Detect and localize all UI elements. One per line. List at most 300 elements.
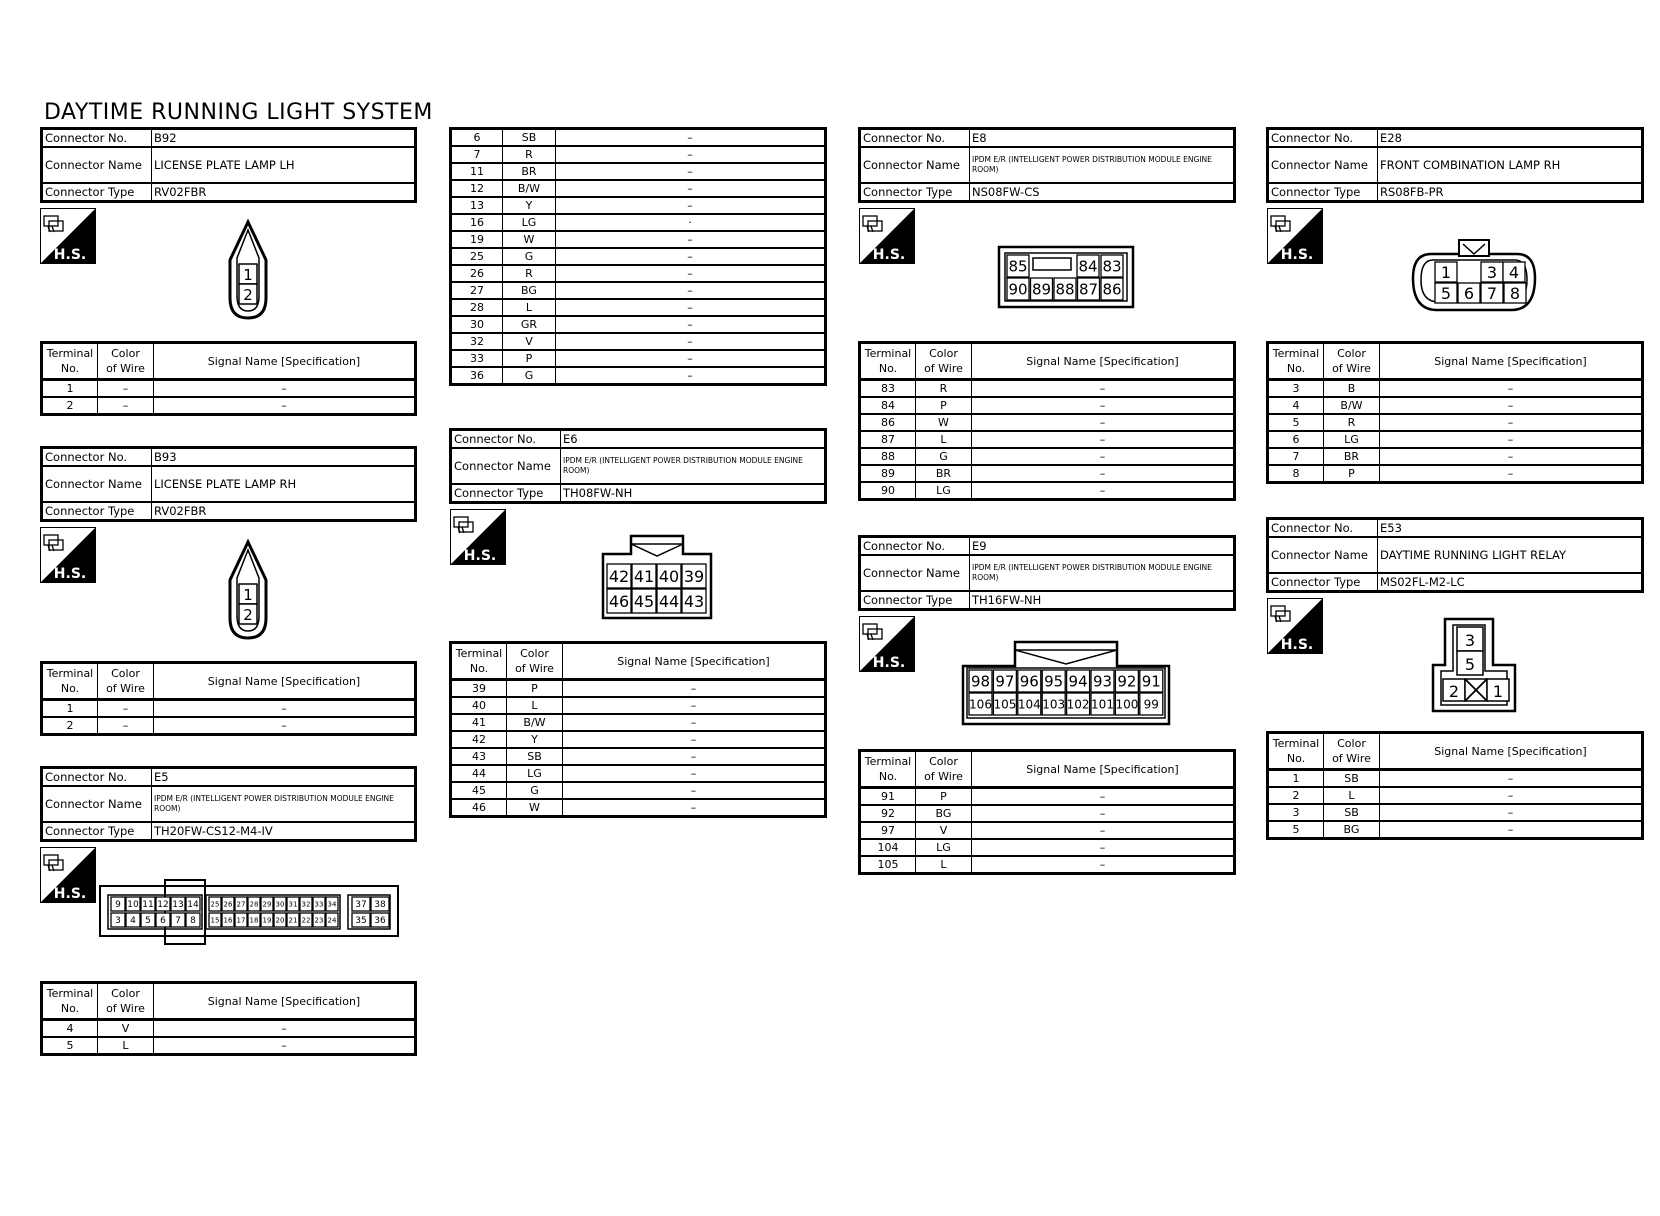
connector-no-label: Connector No. <box>860 129 970 148</box>
terminal-table-e53 <box>1266 731 1644 840</box>
terminal-row <box>451 316 826 333</box>
color-of-wire-header: Color of Wire <box>98 663 154 700</box>
terminal-pin: 84 <box>1078 257 1098 276</box>
terminal-row <box>1268 448 1643 465</box>
signal-name-cell: – <box>556 299 826 316</box>
signal-name-cell: – <box>972 856 1235 874</box>
wire-color-cell: G <box>916 448 972 465</box>
connector-type-label: Connector Type <box>1268 573 1378 592</box>
wire-color-cell: BR <box>916 465 972 482</box>
terminal-pin: 5 <box>1440 283 1452 303</box>
connector-name-label: Connector Name <box>42 786 152 822</box>
terminal-pin: 1 <box>243 586 253 604</box>
signal-name-cell: – <box>556 180 826 197</box>
terminal-pin: 6 <box>160 916 166 927</box>
terminal-pin: 1 <box>1492 682 1504 701</box>
connector-info-e9 <box>858 535 1236 611</box>
connector-name-value: DAYTIME RUNNING LIGHT RELAY <box>1378 537 1643 573</box>
wire-color-cell: – <box>98 717 154 735</box>
wire-color-cell: BG <box>916 805 972 822</box>
terminal-pin: 91 <box>1141 672 1161 691</box>
terminal-row <box>860 856 1235 874</box>
connector-info-e6 <box>449 428 827 504</box>
terminal-pin: 31 <box>288 900 298 909</box>
wire-color-cell: L <box>503 299 556 316</box>
color-of-wire-header: Color of Wire <box>98 983 154 1020</box>
terminal-row <box>1268 414 1643 431</box>
terminal-table-b93 <box>40 661 417 736</box>
terminal-row <box>1268 431 1643 448</box>
terminal-row <box>451 748 826 765</box>
terminal-no-cell: 2 <box>42 717 98 735</box>
hs-label: H.S. <box>1280 637 1314 653</box>
connector-no-value: E8 <box>970 129 1235 148</box>
signal-name-cell: – <box>563 680 826 698</box>
terminal-pin: 94 <box>1068 672 1088 691</box>
signal-name-header: Signal Name [Specification] <box>1380 733 1643 770</box>
terminal-no-cell: 86 <box>860 414 916 431</box>
terminal-no-header: Terminal No. <box>1268 733 1324 770</box>
terminal-row <box>860 465 1235 482</box>
connector-type-label: Connector Type <box>42 822 152 841</box>
terminal-row <box>451 248 826 265</box>
terminal-pin: 97 <box>995 672 1015 691</box>
terminal-table-e9 <box>858 749 1236 875</box>
terminal-pin: 36 <box>374 916 386 927</box>
terminal-table-b92 <box>40 341 417 416</box>
hs-label: H.S. <box>463 548 497 564</box>
terminal-row <box>451 350 826 367</box>
terminal-pin: 103 <box>1042 697 1066 712</box>
wire-color-cell: B/W <box>503 180 556 197</box>
signal-name-cell: – <box>1380 821 1643 839</box>
terminal-pin: 13 <box>172 900 184 911</box>
terminal-row <box>451 680 826 698</box>
wire-color-cell: P <box>1324 465 1380 483</box>
connector-info-b93 <box>40 446 417 522</box>
signal-name-cell: – <box>154 717 416 735</box>
connector-name-value: IPDM E/R (INTELLIGENT POWER DISTRIBUTION MODULE ENGINE ROOM) <box>152 786 416 822</box>
terminal-no-header: Terminal No. <box>860 751 916 788</box>
signal-name-cell: – <box>972 465 1235 482</box>
terminal-no-cell: 43 <box>451 748 507 765</box>
wire-color-cell: LG <box>507 765 563 782</box>
terminal-row <box>451 782 826 799</box>
connector-no-value: B93 <box>152 448 416 467</box>
terminal-no-header: Terminal No. <box>451 643 507 680</box>
signal-name-cell: – <box>154 1037 416 1055</box>
terminal-no-header: Terminal No. <box>42 983 98 1020</box>
connector-name-label: Connector Name <box>1268 537 1378 573</box>
terminal-pin: 102 <box>1066 697 1090 712</box>
wire-color-cell: LG <box>1324 431 1380 448</box>
terminal-row <box>860 839 1235 856</box>
terminal-pin: 30 <box>275 900 285 909</box>
wire-color-cell: B/W <box>507 714 563 731</box>
terminal-row <box>42 1037 416 1055</box>
wire-color-cell: GR <box>503 316 556 333</box>
connector-name-value: LICENSE PLATE LAMP RH <box>152 466 416 502</box>
terminal-pin: 35 <box>355 916 367 927</box>
signal-name-header: Signal Name [Specification] <box>154 983 416 1020</box>
wire-color-cell: SB <box>507 748 563 765</box>
connector-type-value: TH08FW-NH <box>561 484 826 503</box>
terminal-pin: 7 <box>1486 283 1498 303</box>
terminal-no-cell: 19 <box>451 231 503 248</box>
terminal-no-cell: 90 <box>860 482 916 500</box>
terminal-row <box>860 822 1235 839</box>
terminal-table-e8 <box>858 341 1236 501</box>
color-of-wire-header: Color of Wire <box>1324 343 1380 380</box>
signal-name-cell: – <box>972 448 1235 465</box>
terminal-no-cell: 4 <box>42 1020 98 1038</box>
terminal-row <box>860 448 1235 465</box>
terminal-no-cell: 33 <box>451 350 503 367</box>
terminal-pin: 42 <box>608 566 630 586</box>
connector-name-value: IPDM E/R (INTELLIGENT POWER DISTRIBUTION MODULE ENGINE ROOM) <box>561 448 826 484</box>
signal-name-cell: – <box>556 231 826 248</box>
signal-name-cell: – <box>972 397 1235 414</box>
signal-name-header: Signal Name [Specification] <box>154 663 416 700</box>
connector-no-value: E28 <box>1378 129 1643 148</box>
terminal-no-cell: 105 <box>860 856 916 874</box>
terminal-pin: 18 <box>249 916 259 925</box>
terminal-no-header: Terminal No. <box>42 343 98 380</box>
terminal-no-cell: 36 <box>451 367 503 385</box>
wire-color-cell: Y <box>503 197 556 214</box>
connector-name-value: FRONT COMBINATION LAMP RH <box>1378 147 1643 183</box>
terminal-no-cell: 1 <box>1268 770 1324 788</box>
terminal-row <box>1268 770 1643 788</box>
connector-info-e5 <box>40 766 417 842</box>
wire-color-cell: P <box>503 350 556 367</box>
terminal-table-e28 <box>1266 341 1644 484</box>
terminal-row <box>451 197 826 214</box>
terminal-pin: 87 <box>1078 280 1099 299</box>
terminal-no-header: Terminal No. <box>1268 343 1324 380</box>
terminal-pin: 20 <box>275 916 285 925</box>
wire-color-cell: – <box>98 700 154 718</box>
connector-info-e8 <box>858 127 1236 203</box>
signal-name-cell: – <box>1380 414 1643 431</box>
connector-type-value: RV02FBR <box>152 183 416 202</box>
signal-name-cell: – <box>556 333 826 350</box>
signal-name-cell: – <box>972 414 1235 431</box>
terminal-no-cell: 44 <box>451 765 507 782</box>
signal-name-cell: – <box>556 129 826 147</box>
terminal-pin: 34 <box>327 900 337 909</box>
connector-type-label: Connector Type <box>1268 183 1378 202</box>
connector-name-label: Connector Name <box>1268 147 1378 183</box>
signal-name-cell: – <box>1380 465 1643 483</box>
signal-name-cell: – <box>972 482 1235 500</box>
terminal-pin: 33 <box>314 900 324 909</box>
connector-info-b92 <box>40 127 417 203</box>
terminal-pin: 88 <box>1055 280 1075 299</box>
terminal-pin: 5 <box>1464 655 1476 674</box>
connector-no-value: B92 <box>152 129 416 148</box>
terminal-pin: 101 <box>1091 697 1114 712</box>
terminal-row <box>451 333 826 350</box>
hs-label: H.S. <box>872 247 906 263</box>
terminal-no-cell: 91 <box>860 788 916 806</box>
terminal-pin: 11 <box>142 900 154 911</box>
connector-type-value: TH20FW-CS12-M4-IV <box>152 822 416 841</box>
terminal-no-header: Terminal No. <box>860 343 916 380</box>
connector-no-label: Connector No. <box>1268 129 1378 148</box>
terminal-row <box>451 214 826 231</box>
terminal-no-cell: 6 <box>451 129 503 147</box>
terminal-pin: 3 <box>115 916 121 927</box>
terminal-pin: 10 <box>127 900 139 911</box>
terminal-pin: 105 <box>993 697 1017 712</box>
connector-name-label: Connector Name <box>42 466 152 502</box>
wire-color-cell: BG <box>1324 821 1380 839</box>
connector-type-value: TH16FW-NH <box>970 591 1235 610</box>
terminal-no-cell: 30 <box>451 316 503 333</box>
signal-name-cell: – <box>1380 804 1643 821</box>
terminal-no-cell: 6 <box>1268 431 1324 448</box>
connector-type-label: Connector Type <box>860 183 970 202</box>
terminal-no-cell: 32 <box>451 333 503 350</box>
signal-name-cell: – <box>972 431 1235 448</box>
wire-color-cell: R <box>916 380 972 398</box>
terminal-no-cell: 7 <box>451 146 503 163</box>
terminal-no-cell: 88 <box>860 448 916 465</box>
terminal-no-cell: 2 <box>1268 787 1324 804</box>
terminal-no-cell: 11 <box>451 163 503 180</box>
connector-no-label: Connector No. <box>42 448 152 467</box>
terminal-pin: 25 <box>210 900 220 909</box>
connector-type-label: Connector Type <box>42 502 152 521</box>
terminal-row <box>451 697 826 714</box>
terminal-pin: 8 <box>1509 283 1521 303</box>
terminal-table-e5-continued <box>449 127 827 386</box>
terminal-pin: 104 <box>1017 697 1041 712</box>
signal-name-cell: – <box>154 700 416 718</box>
wire-color-cell: SB <box>1324 770 1380 788</box>
connector-type-label: Connector Type <box>42 183 152 202</box>
terminal-row <box>860 482 1235 500</box>
terminal-no-cell: 12 <box>451 180 503 197</box>
signal-name-cell: – <box>1380 448 1643 465</box>
terminal-pin: 27 <box>236 900 246 909</box>
connector-name-label: Connector Name <box>42 147 152 183</box>
terminal-row <box>1268 397 1643 414</box>
terminal-row <box>860 805 1235 822</box>
signal-name-cell: – <box>563 731 826 748</box>
terminal-no-cell: 46 <box>451 799 507 817</box>
color-of-wire-header: Color of Wire <box>916 751 972 788</box>
connector-name-value: IPDM E/R (INTELLIGENT POWER DISTRIBUTION MODULE ENGINE ROOM) <box>970 147 1235 183</box>
terminal-row <box>42 717 416 735</box>
wire-color-cell: L <box>916 856 972 874</box>
harness-side-icon <box>450 509 506 565</box>
terminal-row <box>860 431 1235 448</box>
terminal-no-cell: 5 <box>1268 821 1324 839</box>
harness-side-icon <box>40 847 96 903</box>
terminal-no-cell: 84 <box>860 397 916 414</box>
terminal-no-cell: 83 <box>860 380 916 398</box>
terminal-pin: 1 <box>1440 262 1452 282</box>
terminal-pin: 85 <box>1008 257 1028 276</box>
color-of-wire-header: Color of Wire <box>98 343 154 380</box>
terminal-row <box>451 265 826 282</box>
terminal-pin: 90 <box>1008 280 1028 299</box>
terminal-pin: 7 <box>175 916 181 927</box>
signal-name-cell: – <box>563 782 826 799</box>
terminal-pin: 83 <box>1102 257 1122 276</box>
terminal-row <box>1268 804 1643 821</box>
terminal-row <box>860 414 1235 431</box>
terminal-pin: 40 <box>658 566 680 586</box>
harness-side-icon <box>1267 598 1323 654</box>
connector-face-e5 <box>98 878 400 948</box>
wire-color-cell: R <box>503 146 556 163</box>
connector-name-label: Connector Name <box>860 555 970 591</box>
harness-side-icon <box>1267 208 1323 264</box>
signal-name-cell: – <box>154 397 416 415</box>
terminal-pin: 23 <box>314 916 324 925</box>
connector-no-value: E53 <box>1378 519 1643 538</box>
connector-no-value: E5 <box>152 768 416 787</box>
terminal-no-cell: 5 <box>42 1037 98 1055</box>
terminal-table-e6 <box>449 641 827 818</box>
terminal-pin: 92 <box>1117 672 1137 691</box>
signal-name-header: Signal Name [Specification] <box>563 643 826 680</box>
terminal-row <box>451 799 826 817</box>
wire-color-cell: B/W <box>1324 397 1380 414</box>
signal-name-header: Signal Name [Specification] <box>154 343 416 380</box>
terminal-no-cell: 45 <box>451 782 507 799</box>
terminal-no-cell: 27 <box>451 282 503 299</box>
wire-color-cell: – <box>98 397 154 415</box>
terminal-pin: 99 <box>1143 697 1159 712</box>
terminal-row <box>451 231 826 248</box>
wire-color-cell: Y <box>507 731 563 748</box>
wire-color-cell: V <box>503 333 556 350</box>
signal-name-cell: – <box>556 316 826 333</box>
wire-color-cell: P <box>507 680 563 698</box>
signal-name-cell: – <box>563 697 826 714</box>
connector-type-label: Connector Type <box>860 591 970 610</box>
terminal-table-e5 <box>40 981 417 1056</box>
terminal-no-cell: 28 <box>451 299 503 316</box>
terminal-row <box>42 700 416 718</box>
wire-color-cell: P <box>916 397 972 414</box>
signal-name-cell: – <box>972 380 1235 398</box>
terminal-no-cell: 8 <box>1268 465 1324 483</box>
terminal-no-cell: 40 <box>451 697 507 714</box>
connector-no-label: Connector No. <box>1268 519 1378 538</box>
signal-name-cell: – <box>154 1020 416 1038</box>
wire-color-cell: B <box>1324 380 1380 398</box>
connector-face-e8 <box>997 245 1135 309</box>
terminal-row <box>1268 821 1643 839</box>
signal-name-cell: – <box>563 714 826 731</box>
wire-color-cell: SB <box>1324 804 1380 821</box>
harness-side-icon <box>859 616 915 672</box>
terminal-row <box>451 714 826 731</box>
wire-color-cell: BR <box>503 163 556 180</box>
wire-color-cell: G <box>503 248 556 265</box>
terminal-pin: 41 <box>633 566 655 586</box>
terminal-row <box>451 129 826 147</box>
connector-type-value: RS08FB-PR <box>1378 183 1643 202</box>
wire-color-cell: – <box>98 380 154 398</box>
signal-name-cell: – <box>972 788 1235 806</box>
connector-type-label: Connector Type <box>451 484 561 503</box>
terminal-pin: 106 <box>969 697 992 712</box>
terminal-pin: 26 <box>223 900 233 909</box>
terminal-pin: 46 <box>608 591 630 611</box>
terminal-row <box>451 731 826 748</box>
terminal-pin: 29 <box>262 900 272 909</box>
hs-label: H.S. <box>872 655 906 671</box>
terminal-no-cell: 1 <box>42 700 98 718</box>
terminal-row <box>451 146 826 163</box>
signal-name-cell: – <box>556 163 826 180</box>
terminal-row <box>42 380 416 398</box>
terminal-row <box>451 765 826 782</box>
color-of-wire-header: Color of Wire <box>916 343 972 380</box>
terminal-pin: 89 <box>1031 280 1052 299</box>
harness-side-icon <box>40 208 96 264</box>
wire-color-cell: SB <box>503 129 556 147</box>
signal-name-cell: – <box>972 839 1235 856</box>
connector-face-e28 <box>1411 238 1537 314</box>
terminal-row <box>1268 465 1643 483</box>
connector-name-value: IPDM E/R (INTELLIGENT POWER DISTRIBUTION MODULE ENGINE ROOM) <box>970 555 1235 591</box>
terminal-no-cell: 1 <box>42 380 98 398</box>
connector-face-e53 <box>1431 617 1519 713</box>
signal-name-cell: – <box>1380 431 1643 448</box>
signal-name-cell: – <box>154 380 416 398</box>
connector-face-e6 <box>601 534 713 620</box>
terminal-pin: 96 <box>1019 672 1039 691</box>
terminal-pin: 21 <box>288 916 298 925</box>
connector-no-label: Connector No. <box>42 768 152 787</box>
terminal-no-cell: 2 <box>42 397 98 415</box>
signal-name-header: Signal Name [Specification] <box>972 751 1235 788</box>
terminal-pin: 1 <box>243 266 253 284</box>
connector-info-e53 <box>1266 517 1644 593</box>
hs-label: H.S. <box>53 247 87 263</box>
color-of-wire-header: Color of Wire <box>1324 733 1380 770</box>
terminal-pin: 22 <box>301 916 311 925</box>
signal-name-cell: – <box>563 799 826 817</box>
harness-side-icon <box>859 208 915 264</box>
terminal-no-cell: 3 <box>1268 380 1324 398</box>
terminal-no-header: Terminal No. <box>42 663 98 700</box>
signal-name-cell: – <box>556 248 826 265</box>
terminal-pin: 24 <box>327 916 337 925</box>
signal-name-header: Signal Name [Specification] <box>1380 343 1643 380</box>
terminal-row <box>1268 380 1643 398</box>
wire-color-cell: LG <box>916 839 972 856</box>
terminal-pin: 100 <box>1115 697 1139 712</box>
terminal-pin: 19 <box>262 916 272 925</box>
wire-color-cell: R <box>1324 414 1380 431</box>
wire-color-cell: BG <box>503 282 556 299</box>
terminal-row <box>860 380 1235 398</box>
connector-info-e28 <box>1266 127 1644 203</box>
terminal-pin: 44 <box>658 591 680 611</box>
wire-color-cell: LG <box>503 214 556 231</box>
terminal-pin: 3 <box>1464 631 1476 650</box>
connector-name-label: Connector Name <box>451 448 561 484</box>
connector-face-b92 <box>228 220 268 320</box>
